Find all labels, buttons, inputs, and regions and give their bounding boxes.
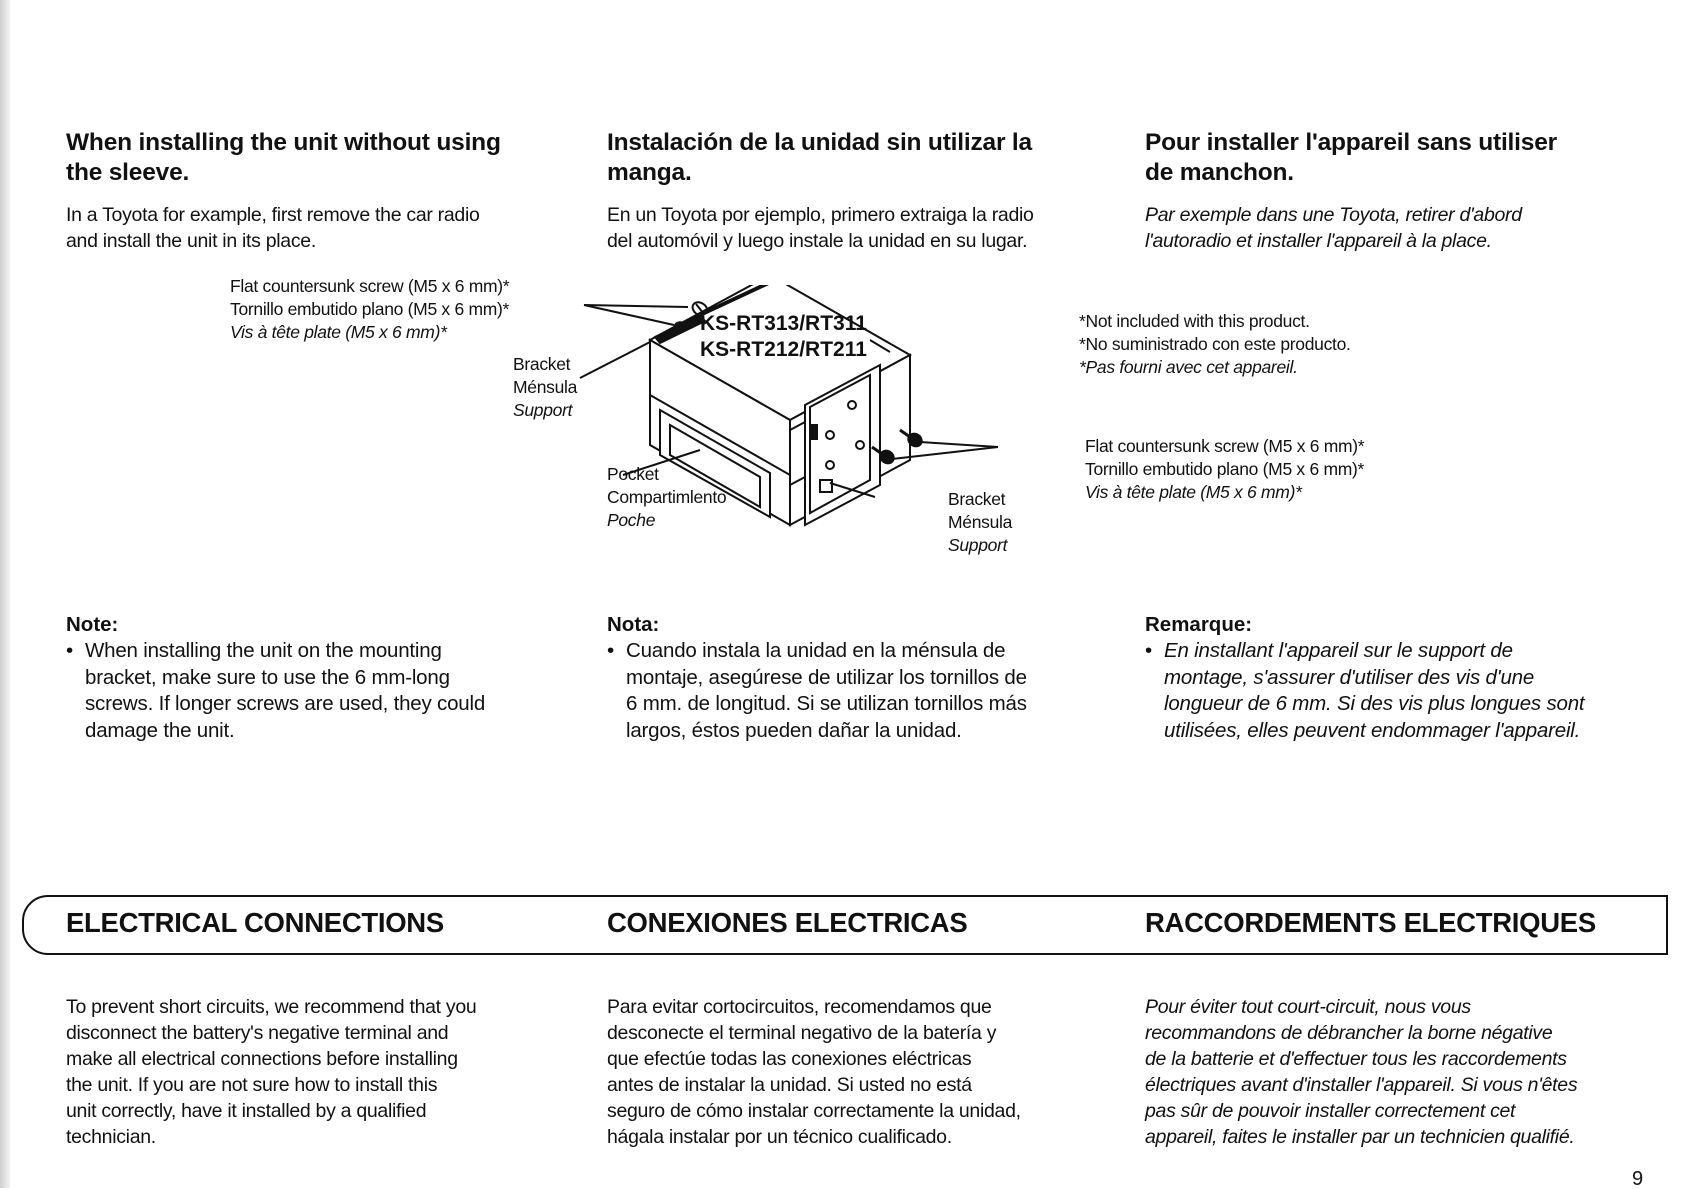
electrical-fr-line6: appareil, faites le installer par un technicien qualifié. (1145, 1126, 1575, 1148)
install-heading-en (66, 128, 551, 188)
electrical-es-line3: que efectúe todas las conexiones eléctricas (607, 1048, 972, 1070)
install-section-es (607, 128, 1092, 254)
screw-label-top-es: Tornillo embutido plano (M5 x 6 mm)* (230, 299, 510, 319)
install-body-en-line2: and install the unit in its place. (66, 230, 316, 252)
install-body-en-line1: In a Toyota for example, first remove the car radio (66, 204, 480, 226)
model-label (700, 311, 867, 363)
bracket-label-left-en: Bracket (513, 354, 571, 374)
electrical-es-line6: hágala instalar por un técnico cualificado. (607, 1126, 952, 1148)
leader-bracket-left (580, 342, 650, 378)
electrical-es-line5: seguro de cómo instalar correctamente la unidad, (607, 1100, 1021, 1122)
electrical-en-line6: technician. (66, 1126, 156, 1148)
install-body-en (66, 202, 551, 254)
screw-label-top-en: Flat countersunk screw (M5 x 6 mm)* (230, 276, 510, 296)
note-item-es (607, 638, 1092, 744)
install-body-es-line1: En un Toyota por ejemplo, primero extraiga la radio (607, 204, 1034, 226)
bullet-icon: • (1145, 639, 1152, 662)
note-title-en: Note: (66, 613, 119, 636)
install-body-es-line2: del automóvil y luego instale la unidad en su lugar. (607, 230, 1028, 252)
leader-screw-right-1 (920, 442, 998, 447)
electrical-fr-line2: recommandons de débrancher la borne négative (1145, 1022, 1553, 1044)
bullet-icon: • (66, 639, 73, 662)
install-body-fr-line2: l'autoradio et installer l'appareil à la place. (1145, 230, 1492, 252)
electrical-en-line5: unit correctly, have it installed by a qualified (66, 1100, 427, 1122)
electrical-fr-line1: Pour éviter tout court-circuit, nous vous (1145, 996, 1471, 1018)
note-title-fr: Remarque: (1145, 613, 1253, 636)
install-heading-fr-line2: de manchon. (1145, 159, 1294, 186)
screw-label-right-es: Tornillo embutido plano (M5 x 6 mm)* (1085, 459, 1365, 479)
bracket-label-left (513, 353, 577, 422)
banner-title-es: CONEXIONES ELECTRICAS (607, 907, 968, 938)
bracket-label-right-en: Bracket (948, 489, 1006, 509)
electrical-fr-line3: de la batterie et d'effectuer tous les raccordements (1145, 1048, 1567, 1070)
pocket-label-fr: Poche (607, 510, 656, 530)
not-included-note (1079, 310, 1351, 379)
pocket-label (607, 463, 726, 532)
model-label-line1: KS-RT313/RT311 (700, 312, 867, 335)
bracket-label-right-fr: Support (948, 535, 1008, 555)
screw-label-top-fr: Vis à tête plate (M5 x 6 mm)* (230, 322, 447, 342)
not-included-es: *No suministrado con este producto. (1079, 334, 1351, 354)
electrical-en-line1: To prevent short circuits, we recommend that you (66, 996, 477, 1018)
note-title-es: Nota: (607, 613, 660, 636)
electrical-fr-line4: électriques avant d'installer l'appareil. Si vous n'êtes (1145, 1074, 1578, 1096)
electrical-body-fr (1145, 994, 1630, 1150)
install-body-fr (1145, 202, 1630, 254)
electrical-body-en (66, 994, 551, 1150)
electrical-body-es (607, 994, 1092, 1150)
note-fr-line2: montage, s'assurer d'utiliser des vis d'une (1164, 665, 1535, 689)
electrical-en-line3: make all electrical connections before installing (66, 1048, 458, 1070)
not-included-en: *Not included with this product. (1079, 311, 1310, 331)
screw-label-top (230, 275, 509, 344)
note-es-line3: 6 mm. de longitud. Si se utilizan tornillos más (626, 692, 1027, 715)
install-heading-es-line2: manga. (607, 159, 692, 186)
note-es-line2: montaje, asegúrese de utilizar los tornillos de (626, 665, 1027, 689)
bracket-label-right-es: Ménsula (948, 512, 1013, 532)
note-item-fr (1145, 638, 1630, 744)
note-en-line4: damage the unit. (85, 718, 235, 742)
note-section-fr (1145, 612, 1630, 744)
electrical-fr-line5: pas sûr de pouvoir installer correctement cet (1145, 1100, 1516, 1122)
note-es-line4: largos, éstos pueden dañar la unidad. (626, 718, 962, 742)
install-section-fr (1145, 128, 1630, 254)
note-fr-line3: longueur de 6 mm. Si des vis plus longues sont (1164, 692, 1585, 715)
leader-screw-top-2 (584, 305, 674, 325)
note-en-line2: bracket, make sure to use the 6 mm-long (85, 665, 450, 689)
installation-diagram (230, 276, 1430, 605)
electrical-es-line4: antes de instalar la unidad. Si usted no está (607, 1074, 972, 1096)
leader-screw-top-1 (584, 305, 688, 307)
install-heading-es-line1: Instalación de la unidad sin utilizar la (607, 129, 1032, 156)
pocket-label-es: Compartimlento (607, 487, 727, 507)
note-es-line1: Cuando instala la unidad en la ménsula de (626, 639, 1006, 662)
install-body-fr-line1: Par exemple dans une Toyota, retirer d'abord (1145, 204, 1522, 226)
pocket-label-en: Pocket (607, 464, 659, 484)
install-heading-fr-line1: Pour installer l'appareil sans utiliser (1145, 129, 1557, 156)
screw-label-right-fr: Vis à tête plate (M5 x 6 mm)* (1085, 482, 1302, 502)
note-en-line3: screws. If longer screws are used, they could (85, 692, 486, 715)
install-section-en (66, 128, 551, 254)
note-section-en (66, 612, 551, 744)
banner-title-en: ELECTRICAL CONNECTIONS (66, 907, 444, 938)
install-heading-en-line2: the sleeve. (66, 159, 190, 186)
bracket-label-right (948, 488, 1012, 557)
page-number: 9 (1632, 1168, 1644, 1190)
note-en-line1: When installing the unit on the mounting (85, 639, 442, 662)
screw-label-right-en: Flat countersunk screw (M5 x 6 mm)* (1085, 436, 1365, 456)
bracket-label-left-fr: Support (513, 400, 573, 420)
install-heading-es (607, 128, 1092, 188)
electrical-es-line1: Para evitar cortocircuitos, recomendamos que (607, 996, 992, 1018)
electrical-es-line2: desconecte el terminal negativo de la batería y (607, 1022, 997, 1044)
bullet-icon: • (607, 639, 614, 662)
note-fr-line1: En installant l'appareil sur le support de (1164, 639, 1513, 662)
note-item-en (66, 638, 551, 744)
note-fr-line4: utilisées, elles peuvent endommager l'appareil. (1164, 718, 1581, 742)
install-body-es (607, 202, 1092, 254)
screw-label-right (1085, 435, 1364, 504)
note-section-es (607, 612, 1092, 744)
model-label-line2: KS-RT212/RT211 (700, 338, 867, 361)
bracket-label-left-es: Ménsula (513, 377, 578, 397)
electrical-en-line4: the unit. If you are not sure how to install this (66, 1074, 438, 1096)
install-heading-en-line1: When installing the unit without using (66, 129, 501, 156)
install-heading-fr (1145, 128, 1630, 188)
not-included-fr: *Pas fourni avec cet appareil. (1079, 357, 1298, 377)
banner-title-fr: RACCORDEMENTS ELECTRIQUES (1145, 907, 1596, 938)
page-edge-shadow (0, 0, 10, 1188)
electrical-en-line2: disconnect the battery's negative terminal and (66, 1022, 449, 1044)
